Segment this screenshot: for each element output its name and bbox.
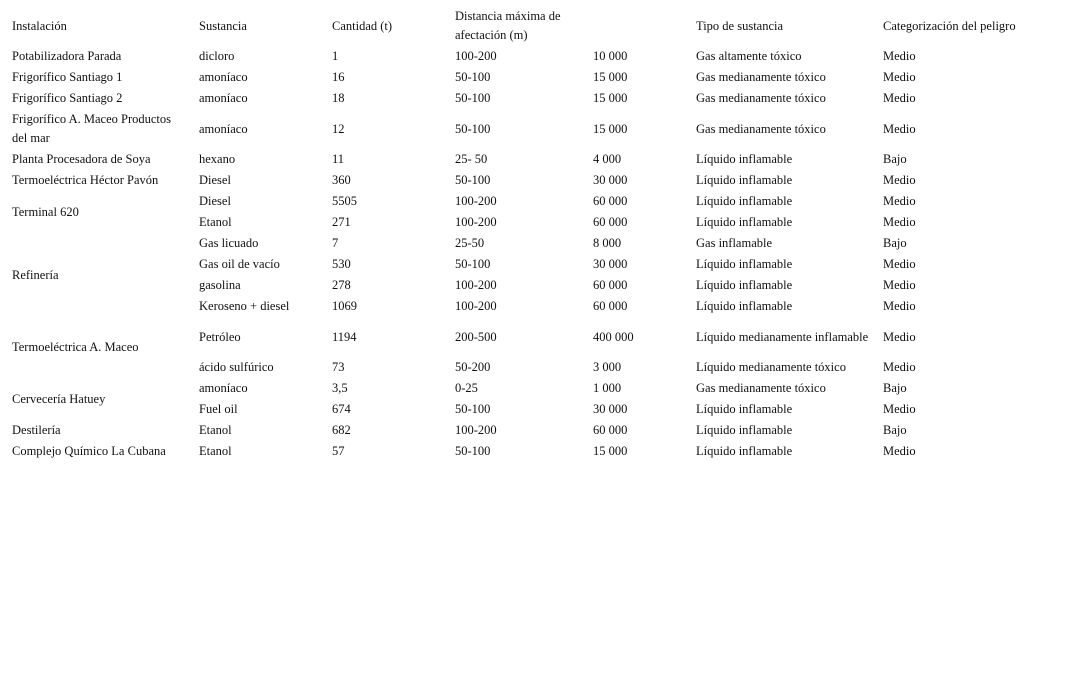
table-row (7, 149, 1047, 170)
substance-type-cell: Líquido inflamable (696, 402, 793, 416)
installation-cell: Cervecería Hatuey (12, 391, 106, 406)
installation-cell: Planta Procesadora de Soya (12, 152, 151, 166)
distance-cell: 25- 50 (455, 152, 488, 166)
substance-cell: amoníaco (199, 121, 248, 136)
table-row (7, 441, 1047, 462)
installation-cell: Refinería (12, 267, 59, 282)
substance-cell: Fuel oil (199, 402, 238, 416)
distance-cell: 50-100 (455, 173, 491, 187)
table-body (7, 46, 1047, 462)
quantity-cell: 3,5 (332, 381, 348, 395)
substance-cell: gasolina (199, 278, 241, 292)
affected-area-cell: 30 000 (593, 173, 628, 187)
header-blank (588, 6, 691, 46)
substance-type-cell: Gas medianamente tóxico (696, 70, 826, 84)
substance-type-cell: Líquido medianamente tóxico (696, 360, 846, 374)
substance-type-cell: Líquido inflamable (696, 423, 793, 437)
affected-area-cell: 15 000 (593, 121, 628, 136)
header-row (7, 6, 1047, 46)
substance-type-cell: Líquido inflamable (696, 444, 793, 458)
substance-type-cell: Líquido inflamable (696, 194, 793, 208)
hazard-category-cell: Medio (883, 257, 916, 271)
affected-area-cell: 30 000 (593, 402, 628, 416)
affected-area-cell: 60 000 (593, 278, 628, 292)
hazard-category-cell: Medio (883, 49, 916, 63)
substance-cell: Etanol (199, 444, 232, 458)
table-row (7, 420, 1047, 441)
substance-cell: Keroseno + diesel (199, 299, 290, 313)
quantity-cell: 18 (332, 91, 345, 105)
substance-cell: Gas licuado (199, 236, 259, 250)
substance-cell: Etanol (199, 423, 232, 437)
quantity-cell: 5505 (332, 194, 357, 208)
hazard-category-cell: Medio (883, 121, 916, 136)
affected-area-cell: 60 000 (593, 423, 628, 437)
substance-type-cell: Líquido inflamable (696, 215, 793, 229)
substance-type-cell: Líquido inflamable (696, 152, 793, 166)
quantity-cell: 11 (332, 152, 345, 166)
distance-cell: 0-25 (455, 381, 478, 395)
installation-cell: Destilería (12, 423, 61, 437)
quantity-cell: 57 (332, 444, 345, 458)
substance-cell: Diesel (199, 173, 231, 187)
substance-cell: amoníaco (199, 381, 248, 395)
affected-area-cell: 30 000 (593, 257, 628, 271)
affected-area-cell: 15 000 (593, 444, 628, 458)
hazard-category-cell: Medio (883, 329, 916, 344)
installation-cell: Complejo Químico La Cubana (12, 444, 166, 458)
distance-cell: 50-100 (455, 121, 491, 136)
quantity-cell: 271 (332, 215, 351, 229)
installation-cell: Frigorífico Santiago 2 (12, 91, 123, 105)
hazard-category-cell: Medio (883, 215, 916, 229)
distance-cell: 100-200 (455, 299, 497, 313)
hazard-category-cell: Medio (883, 70, 916, 84)
quantity-cell: 682 (332, 423, 351, 437)
header-substance: Sustancia (199, 18, 247, 33)
quantity-cell: 73 (332, 360, 345, 374)
affected-area-cell: 3 000 (593, 360, 622, 374)
substance-type-cell: Gas medianamente tóxico (696, 91, 826, 105)
distance-cell: 100-200 (455, 278, 497, 292)
hazard-category-cell: Bajo (883, 236, 907, 250)
header-substance-type: Tipo de sustancia (696, 18, 784, 33)
affected-area-cell: 15 000 (593, 70, 628, 84)
hazard-table (7, 6, 1047, 462)
substance-type-cell: Gas medianamente tóxico (696, 381, 826, 395)
installation-cell: Terminal 620 (12, 204, 79, 219)
hazard-category-cell: Bajo (883, 381, 907, 395)
substance-cell: Petróleo (199, 329, 241, 344)
table-row (7, 88, 1047, 109)
substance-type-cell: Líquido inflamable (696, 173, 793, 187)
affected-area-cell: 60 000 (593, 215, 628, 229)
substance-type-cell: Gas inflamable (696, 236, 773, 250)
quantity-cell: 7 (332, 236, 339, 250)
affected-area-cell: 60 000 (593, 194, 628, 208)
hazard-category-cell: Medio (883, 444, 916, 458)
substance-type-cell: Gas altamente tóxico (696, 49, 802, 63)
substance-cell: amoníaco (199, 70, 248, 84)
affected-area-cell: 4 000 (593, 152, 622, 166)
hazard-category-cell: Medio (883, 91, 916, 105)
table-row (7, 233, 1047, 254)
installation-cell: Potabilizadora Parada (12, 49, 122, 63)
quantity-cell: 1194 (332, 329, 357, 344)
hazard-category-cell: Medio (883, 278, 916, 292)
distance-cell: 50-100 (455, 402, 491, 416)
table-row (7, 317, 1047, 357)
hazard-category-cell: Bajo (883, 423, 907, 437)
affected-area-cell: 15 000 (593, 91, 628, 105)
distance-cell: 100-200 (455, 215, 497, 229)
table-row (7, 191, 1047, 212)
quantity-cell: 16 (332, 70, 345, 84)
hazard-category-cell: Medio (883, 173, 916, 187)
table-row (7, 170, 1047, 191)
quantity-cell: 530 (332, 257, 351, 271)
substance-cell: dicloro (199, 49, 235, 63)
quantity-cell: 360 (332, 173, 351, 187)
installation-cell: Termoeléctrica A. Maceo (12, 340, 139, 354)
substance-type-cell: Gas medianamente tóxico (696, 121, 826, 136)
distance-cell: 50-100 (455, 91, 491, 105)
installation-cell: Frigorífico Santiago 1 (12, 70, 123, 84)
header-quantity: Cantidad (t) (332, 18, 393, 33)
installation-cell: Frigorífico A. Maceo Productos del mar (12, 112, 172, 145)
substance-cell: Gas oil de vacío (199, 257, 280, 271)
table-row (7, 109, 1047, 149)
header-hazard-category: Categorización del peligro (883, 18, 1016, 33)
affected-area-cell: 8 000 (593, 236, 622, 250)
substance-cell: ácido sulfúrico (199, 360, 274, 374)
table-row (7, 67, 1047, 88)
hazard-category-cell: Medio (883, 360, 916, 374)
distance-cell: 100-200 (455, 423, 497, 437)
substance-cell: Diesel (199, 194, 231, 208)
distance-cell: 50-100 (455, 257, 491, 271)
distance-cell: 50-200 (455, 360, 491, 374)
distance-cell: 25-50 (455, 236, 485, 250)
hazard-category-cell: Bajo (883, 152, 907, 166)
table-row (7, 46, 1047, 67)
affected-area-cell: 400 000 (593, 329, 634, 344)
table-row (7, 378, 1047, 399)
substance-cell: Etanol (199, 215, 232, 229)
substance-type-cell: Líquido medianamente inflamable (696, 329, 869, 344)
quantity-cell: 12 (332, 121, 345, 136)
quantity-cell: 278 (332, 278, 351, 292)
distance-cell: 50-100 (455, 70, 491, 84)
affected-area-cell: 60 000 (593, 299, 628, 313)
hazard-category-cell: Medio (883, 402, 916, 416)
affected-area-cell: 1 000 (593, 381, 622, 395)
distance-cell: 50-100 (455, 444, 491, 458)
header-max-distance: Distancia máxima de afectación (m) (455, 9, 561, 42)
hazard-category-cell: Medio (883, 299, 916, 313)
quantity-cell: 1 (332, 49, 339, 63)
substance-cell: hexano (199, 152, 236, 166)
distance-cell: 100-200 (455, 194, 497, 208)
quantity-cell: 674 (332, 402, 351, 416)
substance-cell: amoníaco (199, 91, 248, 105)
substance-type-cell: Líquido inflamable (696, 299, 793, 313)
substance-type-cell: Líquido inflamable (696, 257, 793, 271)
header-installation: Instalación (12, 18, 67, 33)
affected-area-cell: 10 000 (593, 49, 628, 63)
substance-type-cell: Líquido inflamable (696, 278, 793, 292)
hazard-category-cell: Medio (883, 194, 916, 208)
quantity-cell: 1069 (332, 299, 357, 313)
distance-cell: 100-200 (455, 49, 497, 63)
installation-cell: Termoeléctrica Héctor Pavón (12, 173, 159, 187)
distance-cell: 200-500 (455, 329, 497, 344)
